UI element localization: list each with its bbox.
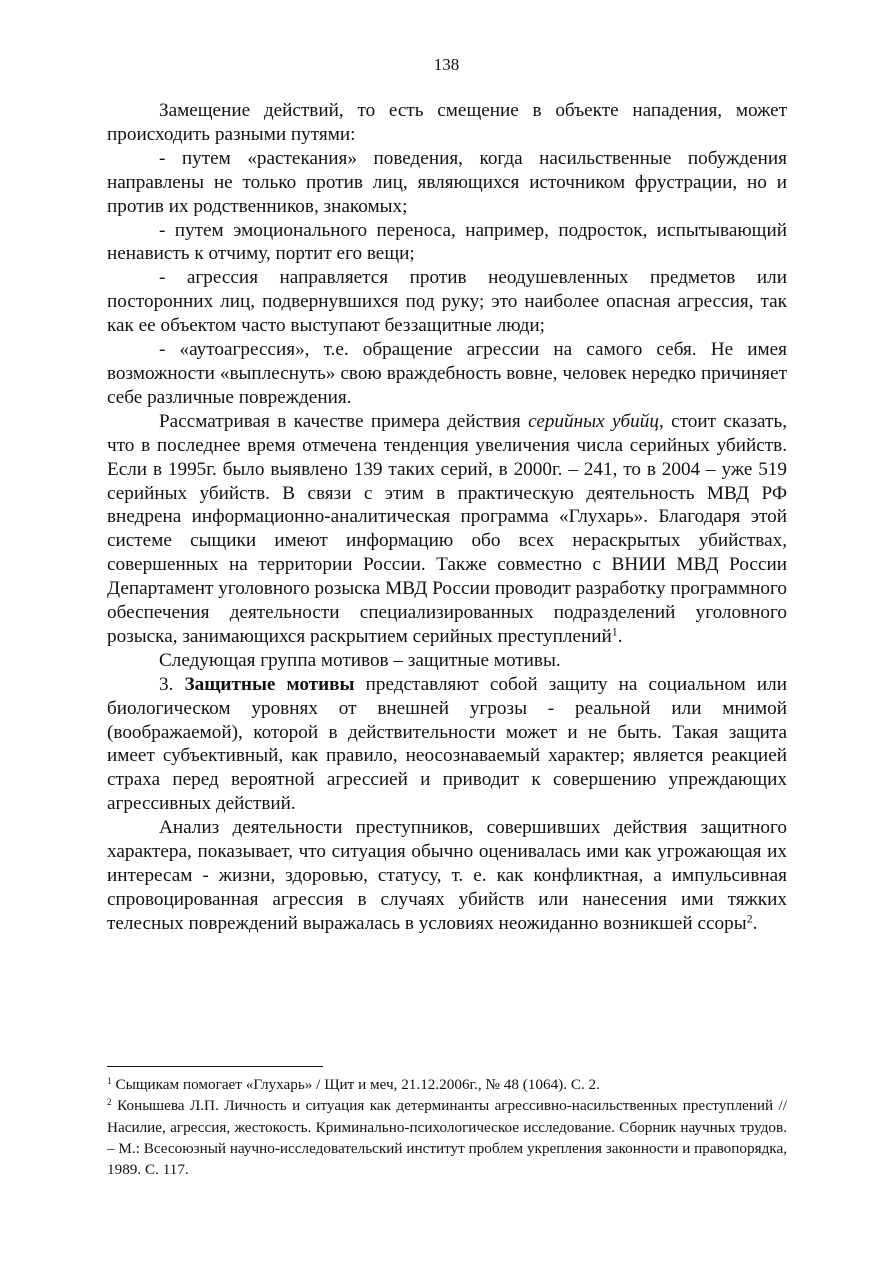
footnote-divider (107, 1066, 323, 1067)
paragraph-analysis (107, 816, 787, 936)
footnote-1-text: Сыщикам помогает «Глухарь» / Щит и меч, 21.12.2006г., № 48 (1064). С. 2. (111, 1076, 600, 1093)
analysis-text-end: . (752, 912, 758, 934)
protective-text: представляют собой защиту на социальном или биологическом уровнях от внешней угрозы - реальной или мнимой (воображаемой), которой в действительности может и не быть. Такая защита имеет субъективный, как правило, неосознаваемый характер; является реакцией страха перед вероятной агрессией и приводит к совершению упреждающих агрессивных действий. (107, 673, 788, 815)
footnote-2-text: Конышева Л.П. Личность и ситуация как детерминанты агрессивно-насильственных преступлений // Насилие, агрессия, жестокость. Криминально-психологическое исследование. Сборник научных трудов. – М.: Всесоюзный научно-исследовательский институт проблем укрепления законности и правопорядка, 1989. С. 117. (107, 1097, 787, 1179)
analysis-text: Анализ деятельности преступников, совершивших действия защитного характера, показывает, что ситуация обычно оценивалась ими как угрожающая их интересам - жизни, здоровью, статусу, т. е. как конфликтная, а импульсивная спровоцированная агрессия в случаях убийств или нанесения ими тяжких телесных повреждений выражалась в условиях неожиданно возникшей ссоры (107, 817, 787, 934)
footnote-2 (107, 1095, 787, 1180)
paragraph-next-group: Следующая группа мотивов – защитные мотивы. (159, 649, 561, 671)
paragraph-displacement-intro: Замещение действий, то есть смещение в объекте нападения, может происходить разными путями: (107, 100, 787, 145)
serial-text-end: . (617, 625, 623, 647)
paragraph-protective-motives (107, 673, 787, 816)
paragraph-spreading: - путем «растекания» поведения, когда насильственные побуждения направлены не только против лиц, являющихся источником фрустрации, но и против их родственников, знакомых; (107, 147, 787, 217)
footnote-mark-2: 2 (107, 1098, 112, 1109)
paragraph-serial-killers (107, 410, 787, 649)
page-number: 138 (433, 55, 460, 74)
serial-killers-italic: серийных убийц (528, 410, 659, 432)
footnote-ref-2: 2 (746, 911, 753, 926)
protective-number: 3. (159, 673, 185, 695)
footnote-ref-1: 1 (611, 624, 618, 639)
footnotes (107, 1074, 787, 1180)
footnote-1 (107, 1074, 787, 1095)
main-text (107, 99, 787, 936)
paragraph-autoaggression: - «аутоагрессия», т.е. обращение агрессии на самого себя. Не имея возможности «выплеснуть» свою враждебность вовне, человек нередко причиняет себе различные повреждения. (107, 339, 787, 408)
serial-text-before: Рассматривая в качестве примера действия (159, 410, 529, 432)
paragraph-inanimate-objects: - агрессия направляется против неодушевленных предметов или посторонних лиц, подвернувшихся под руку; это наиболее опасная агрессия, так как ее объектом часто выступают беззащитные люди; (107, 267, 787, 337)
serial-text-after: , стоит сказать, что в последнее время отмечена тенденция увеличения числа серийных убийств. Если в 1995г. было выявлено 139 таких серий, в 2000г. – 241, то в 2004 – уже 519 серийных убийств. В связи с этим в практическую деятельность МВД РФ внедрена информационно-аналитическая программа «Глухарь». Благодаря этой системе сыщики имеют информацию обо всех нераскрытых убийствах, совершенных на территории России. Также совместно с ВНИИ МВД России Департамент уголовного розыска МВД России проводит разработку программного обеспечения деятельности специализированных подразделений уголовного розыска, занимающихся раскрытием серийных преступлений (107, 410, 787, 647)
paragraph-emotional-transfer: - путем эмоционального переноса, например, подросток, испытывающий ненависть к отчиму, портит его вещи; (107, 219, 787, 265)
protective-motives-bold: Защитные мотивы (184, 673, 355, 695)
footnote-mark-1: 1 (107, 1076, 112, 1087)
